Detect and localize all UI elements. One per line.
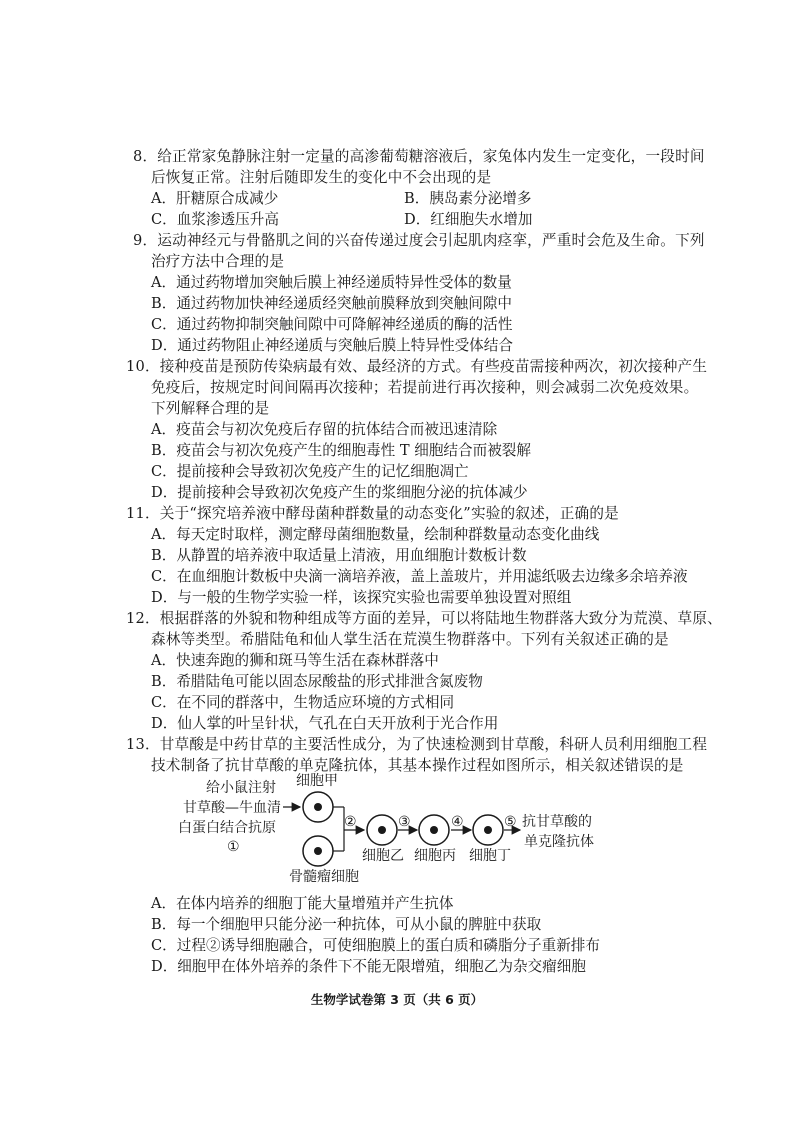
question-8-number: 8． xyxy=(133,148,158,165)
cell-ding-nucleus xyxy=(484,826,492,834)
question-9-stem-line-2: 治疗方法中合理的是 xyxy=(151,253,285,270)
question-9-option-a: A．通过药物增加突触后膜上神经递质特异性受体的数量 xyxy=(151,274,512,291)
step-1-label: ① xyxy=(227,839,240,855)
step-2-label: ② xyxy=(344,814,357,830)
question-8-stem-line-1: 8．给正常家兔静脉注射一定量的高渗葡萄糖溶液后，家兔体内发生一定变化，一段时间 xyxy=(133,146,705,168)
cell-ding-label: 细胞丁 xyxy=(469,848,511,864)
question-12-stem-line-1: 12．根据群落的外貌和物种组成等方面的差异，可以将陆地生物群落大致分为荒漠、草原、 xyxy=(126,608,722,630)
question-13-option-d: D．细胞甲在体外培养的条件下不能无限增殖，细胞乙为杂交瘤细胞 xyxy=(151,958,586,975)
question-11-stem-line-1: 11．关于“探究培养液中酵母菌种群数量的动态变化”实验的叙述，正确的是 xyxy=(126,503,619,525)
cell-yi-label: 细胞乙 xyxy=(362,848,404,864)
question-11-option-a: A．每天定时取样，测定酵母菌细胞数量，绘制种群数量动态变化曲线 xyxy=(151,526,600,543)
question-13-stem-line-2: 技术制备了抗甘草酸的单克隆抗体，其基本操作过程如图所示，相关叙述错误的是 xyxy=(151,757,684,774)
question-11-option-c: C．在血细胞计数板中央滴一滴培养液，盖上盖玻片，并用滤纸吸去边缘多余培养液 xyxy=(151,568,688,585)
cell-jia-nucleus xyxy=(314,803,322,811)
question-9-option-d: D．通过药物阻止神经递质与突触后膜上特异性受体结合 xyxy=(151,337,513,354)
question-8-option-a: A．肝糖原合成减少 xyxy=(151,190,279,207)
question-12-number: 12． xyxy=(126,610,160,627)
myeloma-cell-nucleus xyxy=(314,847,322,855)
question-13-stem-line-1: 13．甘草酸是中药甘草的主要活性成分，为了快速检测到甘草酸，科研人员利用细胞工程 xyxy=(126,734,707,756)
question-10-stem-line-2: 免疫后，按规定时间间隔再次接种；若提前进行再次接种，则会减弱二次免疫效果。 xyxy=(151,379,699,396)
cell-bing-label: 细胞丙 xyxy=(414,848,456,864)
inject-label-line-3: 白蛋白结合抗原 xyxy=(178,820,276,836)
step-3-label: ③ xyxy=(398,814,411,830)
step-4-label: ④ xyxy=(451,814,464,830)
question-10-number: 10． xyxy=(126,358,160,375)
question-9-option-b: B．通过药物加快神经递质经突触前膜释放到突触间隙中 xyxy=(151,295,512,312)
page-footer: 生物学试卷第 3 页（共 6 页） xyxy=(310,992,484,1007)
question-8-option-b: B．胰岛素分泌增多 xyxy=(404,190,532,207)
question-10-option-b: B．疫苗会与初次免疫产生的细胞毒性 T 细胞结合而被裂解 xyxy=(151,442,531,459)
question-13-option-a: A．在体内培养的细胞丁能大量增殖并产生抗体 xyxy=(151,895,454,912)
question-8-option-c: C．血浆渗透压升高 xyxy=(151,211,279,228)
question-11-option-b: B．从静置的培养液中取适量上清液，用血细胞计数板计数 xyxy=(151,547,527,564)
question-11-number: 11． xyxy=(126,505,160,522)
question-8-option-d: D．红细胞失水增加 xyxy=(404,211,533,228)
cell-yi-nucleus xyxy=(378,826,386,834)
question-10-option-c: C．提前接种会导致初次免疫产生的记忆细胞凋亡 xyxy=(151,463,469,480)
question-8-stem-line-2: 后恢复正常。注射后随即发生的变化中不会出现的是 xyxy=(151,169,492,186)
question-13-option-c: C．过程②诱导细胞融合，可使细胞膜上的蛋白质和磷脂分子重新排布 xyxy=(151,937,600,954)
question-13-number: 13． xyxy=(126,736,160,753)
question-9-number: 9． xyxy=(133,232,158,249)
myeloma-label: 骨髓瘤细胞 xyxy=(289,869,359,885)
question-12-option-c: C．在不同的群落中，生物适应环境的方式相同 xyxy=(151,694,455,711)
question-12-option-a: A．快速奔跑的狮和斑马等生活在森林群落中 xyxy=(151,652,439,669)
question-13-option-b: B．每一个细胞甲只能分泌一种抗体，可从小鼠的脾脏中获取 xyxy=(151,916,542,933)
product-label-line-1: 抗甘草酸的 xyxy=(522,814,592,830)
question-10-stem-line-3: 下列解释合理的是 xyxy=(151,400,270,417)
question-12-stem-line-2: 森林等类型。希腊陆龟和仙人掌生活在荒漠生物群落中。下列有关叙述正确的是 xyxy=(151,631,669,648)
inject-label-line-2: 甘草酸—牛血清 xyxy=(183,800,281,816)
inject-label-line-1: 给小鼠注射 xyxy=(206,780,276,796)
step-5-label: ⑤ xyxy=(504,814,517,830)
question-10-stem-line-1: 10．接种疫苗是预防传染病最有效、最经济的方式。有些疫苗需接种两次，初次接种产生 xyxy=(126,356,707,378)
cell-jia-label: 细胞甲 xyxy=(296,773,338,789)
question-9-option-c: C．通过药物抑制突触间隙中可降解神经递质的酶的活性 xyxy=(151,316,513,333)
question-12-option-b: B．希腊陆龟可能以固态尿酸盐的形式排泄含氮废物 xyxy=(151,673,483,690)
cell-bing-nucleus xyxy=(430,826,438,834)
question-9-stem-line-1: 9．运动神经元与骨骼肌之间的兴奋传递过度会引起肌肉痉挛，严重时会危及生命。下列 xyxy=(133,230,705,252)
question-11-option-d: D．与一般的生物学实验一样，该探究实验也需要单独设置对照组 xyxy=(151,589,572,606)
question-10-option-d: D．提前接种会导致初次免疫产生的浆细胞分泌的抗体减少 xyxy=(151,484,528,501)
question-10-option-a: A．疫苗会与初次免疫后存留的抗体结合而被迅速清除 xyxy=(151,421,498,438)
product-label-line-2: 单克隆抗体 xyxy=(524,834,594,850)
question-12-option-d: D．仙人掌的叶呈针状，气孔在白天开放利于光合作用 xyxy=(151,715,499,732)
